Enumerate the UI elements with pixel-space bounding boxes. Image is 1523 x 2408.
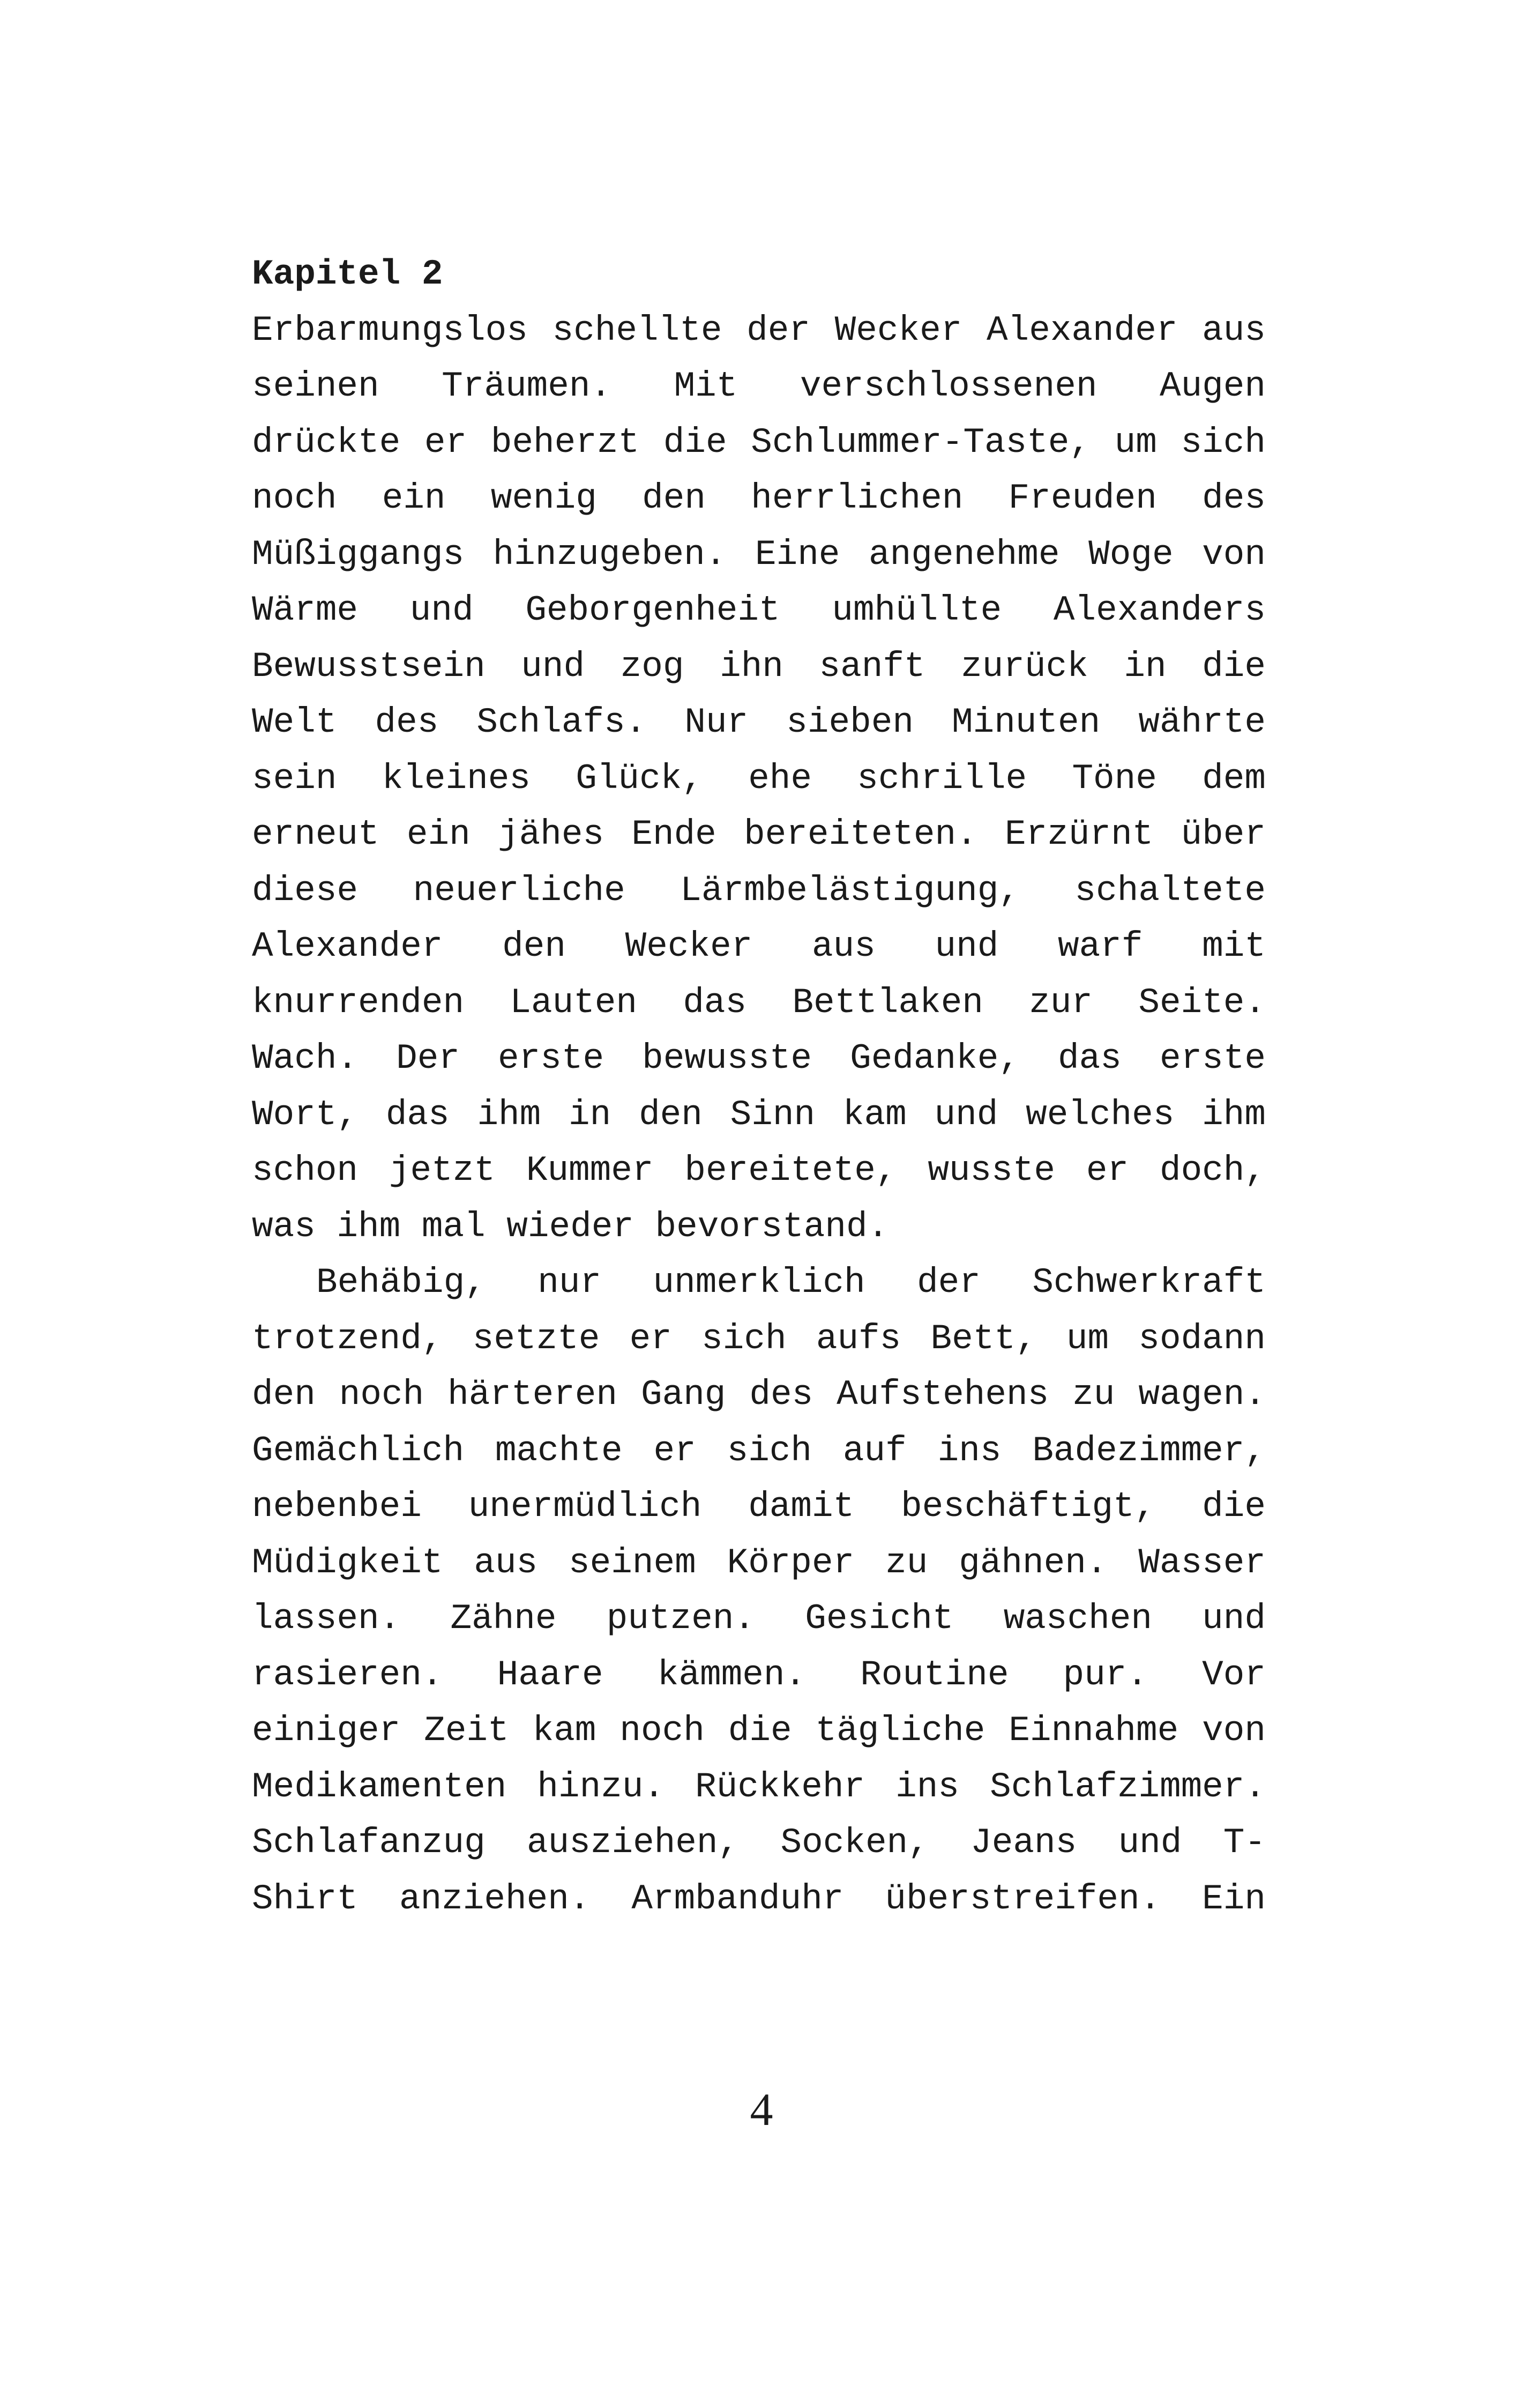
page-number: 4	[750, 2084, 773, 2135]
chapter-heading: Kapitel 2	[252, 254, 443, 294]
body-text	[252, 247, 1266, 1927]
paragraph-2: Behäbig, nur unmerklich der Schwerkraft trotzend, setzte er sich aufs Bett, um sodann den noch härteren Gang des Aufstehens zu wagen. Gemächlich machte er sich auf ins Badezimmer, nebenbei unermüdlich damit beschäftigt, die Müdigkeit aus seinem Körper zu gähnen. Wasser lassen. Zähne putzen. Gesicht waschen und rasieren. Haare kämmen. Routine pur. Vor einiger Zeit kam noch die tägliche Einnahme von Medikamenten hinzu. Rückkehr ins Schlafzimmer. Schlafanzug ausziehen, Socken, Jeans und T-Shirt anziehen. Armbanduhr überstreifen. Ein	[252, 1262, 1266, 1919]
paragraph-1: Erbarmungslos schellte der Wecker Alexander aus seinen Träumen. Mit verschlossenen Augen drückte er beherzt die Schlummer-Taste, um sich noch ein wenig den herrlichen Freuden des Müßiggangs hinzugeben. Eine angenehme Woge von Wärme und Geborgenheit umhüllte Alexanders Bewusstsein und zog ihn sanft zurück in die Welt des Schlafs. Nur sieben Minuten währte sein kleines Glück, ehe schrille Töne dem erneut ein jähes Ende bereiteten. Erzürnt über diese neuerliche Lärmbelästigung, schaltete Alexander den Wecker aus und warf mit knurrenden Lauten das Bettlaken zur Seite. Wach. Der erste bewusste Gedanke, das erste Wort, das ihm in den Sinn kam und welches ihm schon jetzt Kummer bereitete, wusste er doch, was ihm mal wieder bevorstand.	[252, 310, 1266, 1247]
